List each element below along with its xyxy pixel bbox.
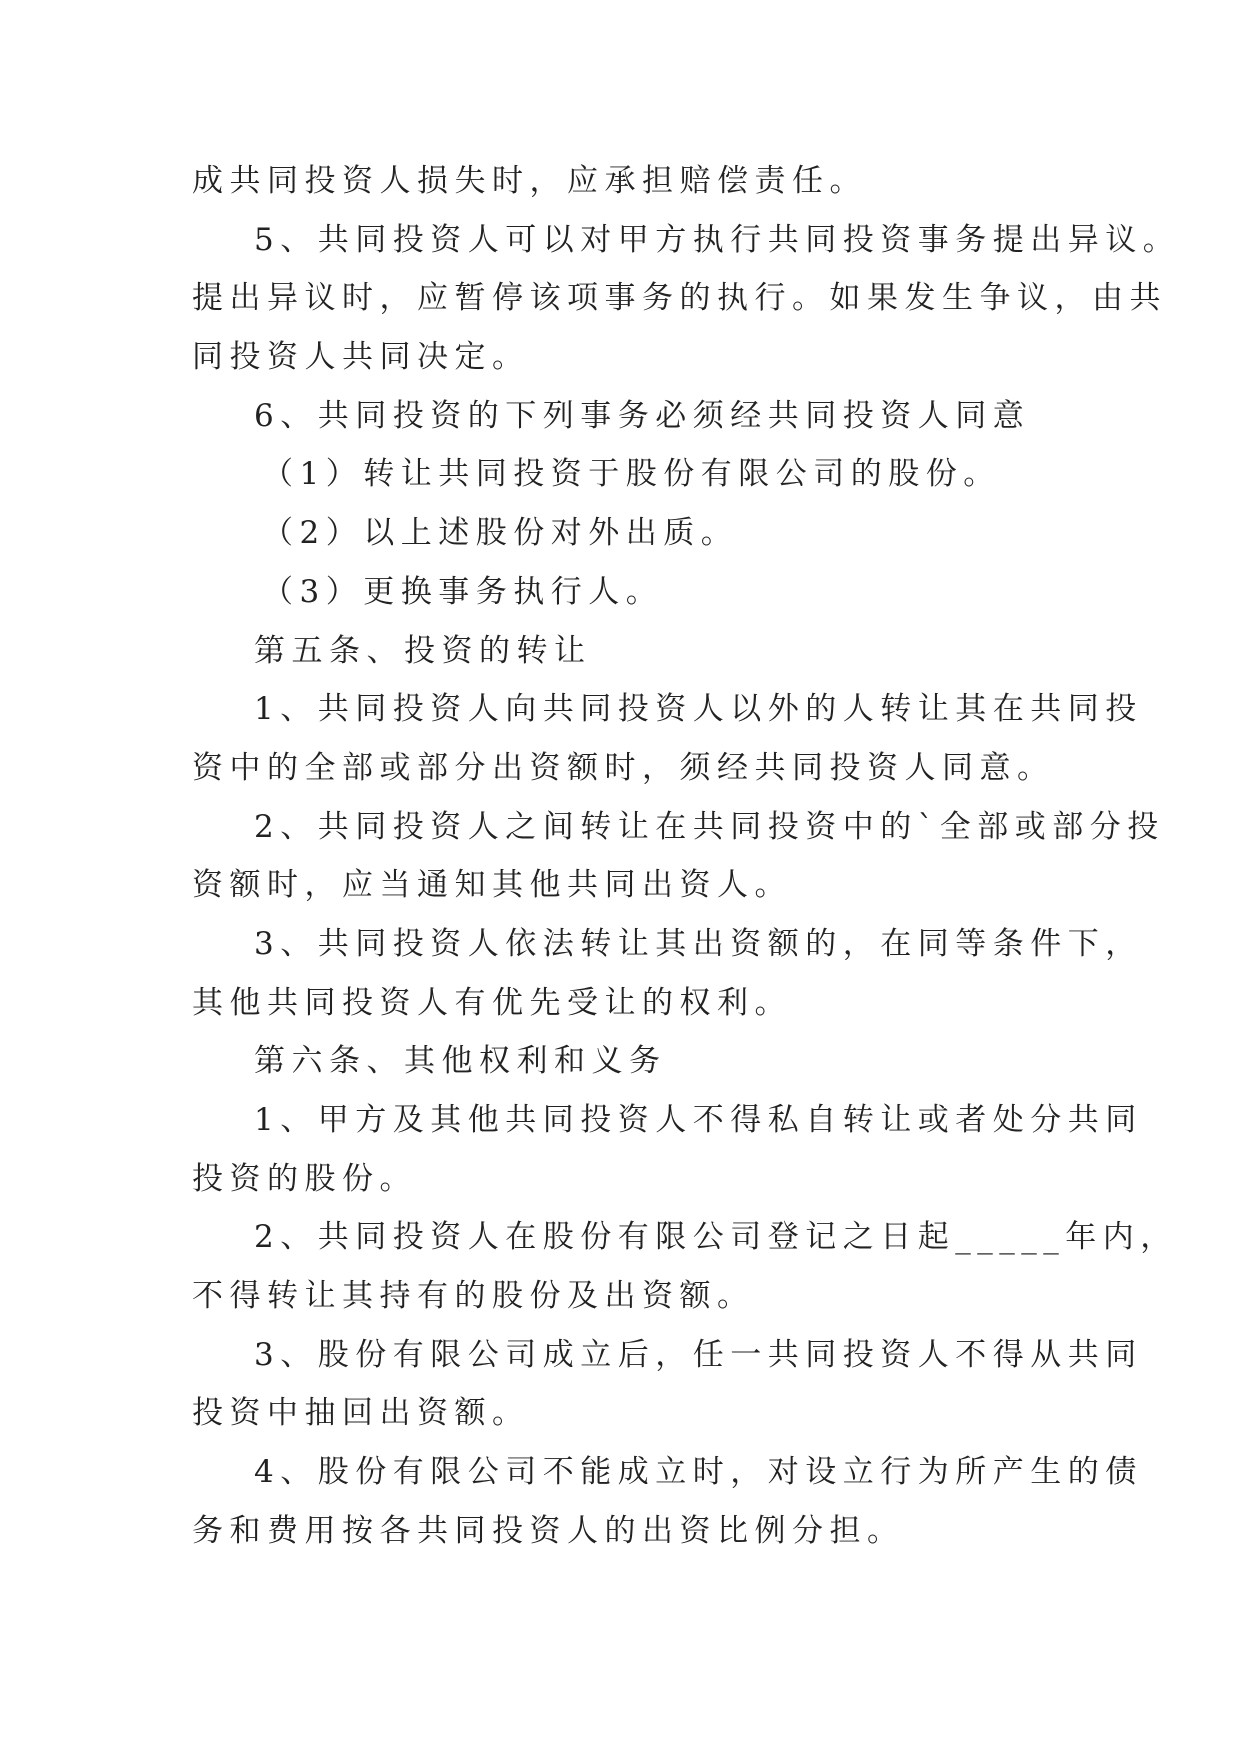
text-line: 成共同投资人损失时，应承担赔偿责任。	[192, 163, 867, 199]
text-line: 2、共同投资人之间转让在共同投资中的`全部或部分投	[254, 808, 1165, 845]
text-line: 1、共同投资人向共同投资人以外的人转让其在共同投	[254, 691, 1143, 728]
text-line: 5、共同投资人可以对甲方执行共同投资事务提出异议。	[254, 221, 1181, 258]
list-item: （3）更换事务执行人。	[262, 573, 664, 610]
text-line: 3、股份有限公司成立后，任一共同投资人不得从共同	[254, 1336, 1143, 1373]
text-line: 2、共同投资人在股份有限公司登记之日起_____年内，	[254, 1219, 1178, 1256]
text-line: 同投资人共同决定。	[192, 339, 530, 376]
text-line: 6、共同投资的下列事务必须经共同投资人同意	[254, 397, 1031, 434]
text-line: 投资中抽回出资额。	[192, 1395, 530, 1432]
text-line: 不得转让其持有的股份及出资额。	[192, 1278, 755, 1315]
document-body	[192, 152, 1181, 1561]
text-line: 其他共同投资人有优先受让的权利。	[192, 984, 792, 1021]
list-item: （2）以上述股份对外出质。	[262, 515, 739, 552]
text-line: 提出异议时，应暂停该项事务的执行。如果发生争议，由共	[192, 280, 1167, 317]
text-line: 资额时，应当通知其他共同出资人。	[192, 867, 792, 904]
text-line: 资中的全部或部分出资额时，须经共同投资人同意。	[192, 749, 1055, 786]
section-heading: 第五条、投资的转让	[254, 632, 592, 669]
text-line: 务和费用按各共同投资人的出资比例分担。	[192, 1512, 905, 1549]
text-line: 1、甲方及其他共同投资人不得私自转让或者处分共同	[254, 1102, 1143, 1138]
text-line: 3、共同投资人依法转让其出资额的，在同等条件下，	[254, 925, 1143, 962]
section-heading: 第六条、其他权利和义务	[254, 1043, 667, 1080]
text-line: 4、股份有限公司不能成立时，对设立行为所产生的债	[254, 1454, 1143, 1491]
list-item: （1）转让共同投资于股份有限公司的股份。	[262, 456, 1001, 493]
text-line: 投资的股份。	[192, 1160, 417, 1197]
